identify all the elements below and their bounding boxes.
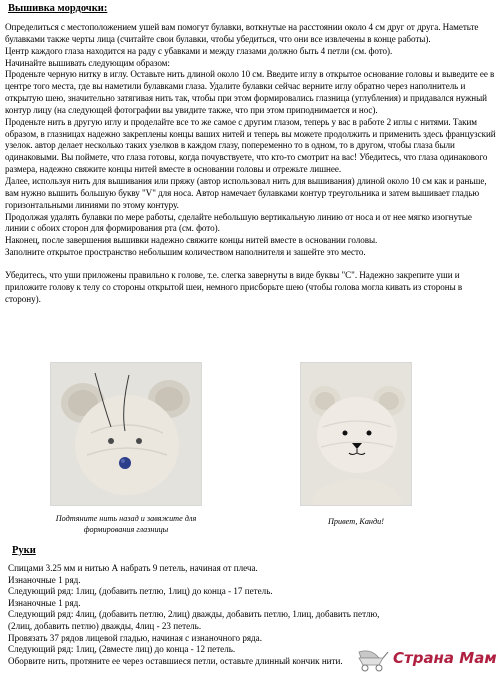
embroidery-instructions — [5, 22, 496, 305]
instruction-line: Оборвите нить, протяните ее через оставшиеся петли, оставьте длинный кончик нити. — [8, 655, 343, 666]
instruction-line: Изнаночные 1 ряд. — [8, 574, 81, 585]
section-title-arms: Руки — [12, 545, 36, 556]
paragraph: Далее, используя нить для вышивания или пряжу (автор использовал нить для вышивания) длиной около 10 см как и раньше, вам нужно вышить большую букву "V" для носа. Автор намечает булавками контур треугольника и затем вышивает гладью горизонтальными линиями по этому контуру. — [5, 175, 487, 210]
paragraph: Продолжая удалять булавки по мере работы, сделайте небольшую вертикальную линию от носа и от нее мягко изогнутые линии с обоих сторон для формирования рта (см. фото). — [5, 211, 472, 234]
watermark-text: Страна Мам — [393, 649, 497, 667]
instruction-line: Следующий ряд: 1лиц, (добавить петлю, 1лиц) до конца - 17 петель. — [8, 586, 273, 597]
closing-paragraph: Убедитесь, что уши приложены правильно к голове, т.е. слегка завернуты в виде буквы "С". Надежно закрепите уши и приложите голову к телу со стороны открытой шеи, немного присборьте шею (чтобы голова могла кивать из стороны в сторону). — [5, 269, 463, 304]
instruction-line: Спицами 3.25 мм и нитью А набрать 9 петель, начиная от плеча. — [8, 563, 258, 573]
caption-right-photo: Привет, Канди! — [328, 517, 384, 526]
instruction-line: (2лиц, добавить петлю) дважды, 4лиц - 23 петель. — [8, 620, 202, 631]
stroller-logo-icon — [355, 648, 391, 672]
instruction-line: Провязать 37 рядов лицевой гладью, начиная с изнаночного ряда. — [8, 632, 262, 643]
section-title-embroidery: Вышивка мордочки: — [8, 3, 108, 14]
paragraph: Определиться с местоположением ушей вам помогут булавки, воткнутые на расстоянии около 4 см друг от друга. Наметьте булавками также черты лица (считайте свои булавки, чтобы убедиться, что они все извлечены в конце работы). — [5, 22, 479, 44]
spacer — [5, 259, 496, 270]
photo-mouse-head-eye-socket — [50, 362, 202, 506]
site-watermark — [355, 648, 497, 672]
paragraph: Заполните открытое пространство небольшим количеством наполнителя и зашейте это место. — [5, 247, 366, 258]
caption-left-photo: Подтяните нить назад и завяжите для формирования глазницы — [55, 514, 197, 534]
bear-head-illustration — [301, 363, 412, 506]
instruction-line: Следующий ряд: 4лиц, (добавить петлю, 2лиц) дважды, добавить петлю, 1лиц, добавить петлю, — [8, 609, 380, 620]
paragraph: Центр каждого глаза находится на раду с убавками и между глазами должно быть 4 петли (см. фото). — [5, 45, 393, 56]
paragraph: Начинайте вышивать следующим образом: — [5, 57, 170, 68]
photo-finished-bear-head — [300, 362, 412, 506]
mouse-head-illustration — [51, 363, 202, 506]
paragraph: Наконец, после завершения вышивки надежно свяжите концы нитей вместе в основании головы. — [5, 235, 378, 246]
paragraph: Проденьте черную нитку в иглу. Оставьте нить длиной около 10 см. Введите иглу в открытое основание головы и выведите ее в центре того места, где вы наметили булавками глаза. Удалите булавки сейчас верните иглу обратно через наполнитель и открытую шею, значительно затягивая нить так, чтобы при этом формировались глазница (углубления) и придавался нужный контур лицу (на следующей фотографии вы увидите также, что при этом приподнимается и нос). — [5, 69, 495, 115]
instruction-line: Следующий ряд: 1лиц, (2вместе лиц) до конца - 12 петель. — [8, 644, 236, 655]
instruction-line: Изнаночные 1 ряд. — [8, 597, 81, 608]
paragraph: Проденьте нить в другую иглу и проделайте все то же самое с другим глазом, теперь у вас в работе 2 иглы с нитями. Таким образом, в глазницах надежно закреплены концы ваших нитей и теперь вы можете продолжить и применить здесь французский узелок. автор делает несколько таких узелков в каждом глазу, попеременно то в одном, то в другом, чтобы глаза были одинаковыми. Вы поймете, что глаза готовы, когда почувствуете, что кто-то смотрит на вас! Убедитесь, что глаза одинакового размера, надежно свяжите концы нитей вместе в основании головы и отрежьте лишнее. — [5, 116, 496, 175]
